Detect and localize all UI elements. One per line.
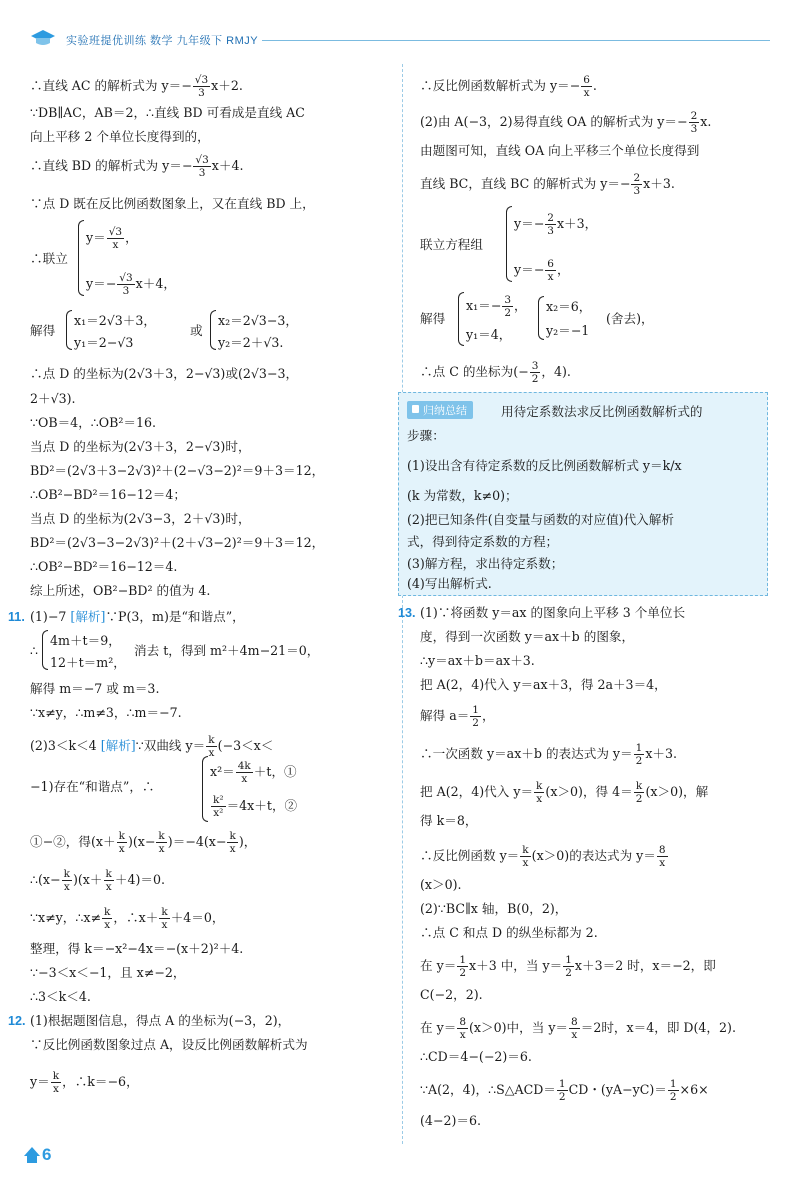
text-line: y＝ $\frac{k}{x}$ ，∴k＝−6， [30,1070,139,1095]
text-line: ∵反比例函数图象过点 A，设反比例函数解析式为 [30,1037,308,1052]
summary-line: (k 为常数，k≠0)； [407,488,518,503]
text-line: ∴联立 [30,251,68,266]
system-brace [210,310,216,350]
text-line: 由题图可知，直线 OA 向上平移三个单位长度得到 [420,143,700,158]
text-line: y₂＝2＋√3. [218,335,284,350]
text-line: x₁＝2√3＋3， [74,313,156,328]
text-line: 把 A(2，4)代入 y＝ $\frac{k}{x}$ (x＞0)，得 4＝ $\frac{k}{2}$ (x＞0)，解 [420,780,709,805]
text-line: 直线 BC，直线 BC 的解析式为 y＝− $\frac{2}{3}$ x＋3. [420,172,675,197]
text-line: (舍去)， [606,311,654,326]
summary-line: (3)解方程，求出待定系数； [407,556,564,571]
header-rule [262,40,770,41]
text-line: 解得 [420,311,446,326]
text-line: ∴直线 BD 的解析式为 y＝− $\frac{√3}{3}$ x＋4. [30,154,244,179]
text-line: x₂＝6， [546,299,592,314]
text-line: 联立方程组 [420,237,483,252]
text-line: 消去 t，得到 m²＋4m−21＝0， [134,643,320,658]
text-line: ∵A(2，4)，∴S△ACD＝ $\frac{1}{2}$ CD・(yA−yC)＝ $\frac{1}{2}$ ×6× [420,1078,709,1103]
text-line: ∴3＜k＜4. [30,989,91,1004]
text-line: x₁＝− $\frac{3}{2}$ ， [466,294,527,319]
text-line: x₂＝2√3−3， [218,313,298,328]
text-line: y₁＝2−√3 [74,335,134,350]
text-line: −1)存在“和谐点”，∴ [30,779,155,794]
text-line: 在 y＝ $\frac{8}{x}$ (x＞0)中，当 y＝ $\frac{8}{x}$ ＝2时，x＝4，即 D(4，2). [420,1016,736,1041]
text-line: y＝ $\frac{√3}{x}$ ， [86,226,138,251]
page-header [30,28,770,52]
system-brace [78,220,84,296]
graduation-cap-icon [30,28,56,48]
text-line: 或 [190,323,203,338]
text-line: y₁＝4， [466,327,512,342]
text-line: y＝− $\frac{2}{3}$ x＋3， [514,212,598,237]
question-number: 13. [398,606,416,620]
text-line: BD²＝(2√3−3−2√3)²＋(2＋√3−2)²＝9＋3＝12， [30,535,325,550]
question-number: 11. [8,610,25,624]
summary-box [398,392,768,596]
text-line: ∵x≠y，∴x≠ $\frac{k}{x}$ ，∴x＋ $\frac{k}{x}$ ＋4＝0， [30,906,225,931]
text-line: ∴反比例函数解析式为 y＝− $\frac{6}{x}$ . [420,74,597,99]
text-line: (x＞0). [420,877,462,892]
system-brace [66,310,72,350]
text-line: y＝− $\frac{√3}{3}$ x＋4， [86,272,176,297]
text-line: (2)由 A(−3，2)易得直线 OA 的解析式为 y＝− $\frac{2}{3}$ x. [420,110,712,135]
text-line: ∴直线 AC 的解析式为 y＝− $\frac{√3}{3}$ x＋2. [30,74,243,99]
text-line: ∴OB²−BD²＝16−12＝4. [30,559,178,574]
page-number: 6 [24,1143,68,1169]
text-line: 得 k＝8， [420,813,478,828]
text-line: 综上所述，OB²−BD² 的值为 4. [30,583,211,598]
text-line: $\frac{\text{k²}}{\text{x²}}$ ＝4x＋t，② [213,794,298,819]
system-brace [506,206,512,282]
text-line: ∵−3＜x＜−1，且 x≠−2， [30,965,186,980]
system-brace [42,630,48,670]
question-number: 12. [8,1014,26,1028]
text-line: 整理，得 k＝−x²−4x＝−(x＋2)²＋4. [30,941,244,956]
text-line: 2＋√3). [30,391,76,406]
text-line: ∴反比例函数 y＝ $\frac{k}{x}$ (x＞0)的表达式为 y＝ $\frac{8}{x}$ [420,844,666,869]
text-line: ∴ [30,643,39,658]
text-line: 向上平移 2 个单位长度得到的， [30,129,210,144]
text-line: 当点 D 的坐标为(2√3−3，2＋√3)时， [30,511,251,526]
text-line: y₂＝−1 [546,323,590,338]
summary-line: (4)写出解析式. [407,576,492,591]
text-line: 解得 a＝ $\frac{1}{2}$ ， [420,704,495,729]
text-line: 在 y＝ $\frac{1}{2}$ x＋3 中，当 y＝ $\frac{1}{2}$ x＋3＝2 时，x＝−2，即 [420,954,716,979]
text-line: ∴点 C 的坐标为(− $\frac{3}{2}$ ，4). [420,360,571,385]
text-line: ∵点 D 既在反比例函数图象上，又在直线 BD 上， [30,196,315,211]
text-line: (1)∵将函数 y＝ax 的图象向上平移 3 个单位长 [420,605,686,620]
text-line: (2)3＜k＜4 [解析]∵双曲线 y＝ $\frac{k}{x}$ (−3＜x＜ [30,734,274,759]
text-line: 4m＋t＝9， [50,633,121,648]
text-line: ∴点 D 的坐标为(2√3＋3，2−√3)或(2√3−3， [30,366,299,381]
text-line: y＝− $\frac{6}{x}$ ， [514,258,570,283]
system-brace [458,292,464,346]
text-line: 度，得到一次函数 y＝ax＋b 的图象， [420,629,635,644]
summary-line: 用待定系数法求反比例函数解析式的 [501,404,703,419]
text-line: 把 A(2，4)代入 y＝ax＋3，得 2a＋3＝4， [420,677,667,692]
summary-line: 步骤： [407,428,445,443]
text-line: ∵DB∥AC，AB＝2，∴直线 BD 可看成是直线 AC [30,105,305,120]
text-line: x²＝ $\frac{4k}{x}$ ＋t，① [210,760,297,785]
text-line: BD²＝(2√3＋3−2√3)²＋(2−√3−2)²＝9＋3＝12， [30,463,325,478]
text-line: ∴点 C 和点 D 的纵坐标都为 2. [420,925,598,940]
text-line: (1)根据题图信息，得点 A 的坐标为(−3，2)， [30,1013,291,1028]
summary-line: 式，得到待定系数的方程； [407,534,559,549]
text-line: 当点 D 的坐标为(2√3＋3，2−√3)时， [30,439,251,454]
summary-badge: 归纳总结 [407,401,473,419]
text-line: 解得 m＝−7 或 m＝3. [30,681,160,696]
system-brace [538,296,544,340]
summary-line: (1)设出含有待定系数的反比例函数解析式 y＝k/x [407,458,682,473]
book-title: 实验班提优训练 数学 九年级下 RMJY [66,35,259,47]
text-line: ∴CD＝4−(−2)＝6. [420,1049,532,1064]
text-line: ∵OB＝4，∴OB²＝16. [30,415,157,430]
text-line: C(−2，2). [420,987,483,1002]
text-line: ∴y＝ax＋b＝ax＋3. [420,653,535,668]
text-line: ∴OB²−BD²＝16−12＝4； [30,487,186,502]
text-line: ①−②，得(x＋ $\frac{k}{x}$ )(x− $\frac{k}{x}$ )＝−4(x− $\frac{k}{x}$ )， [30,830,257,855]
text-line: (1)−7 [解析]∵P(3，m)是“和谐点”， [30,609,245,624]
home-icon-base [27,1155,37,1163]
text-line: 12＋t＝m²， [50,655,126,670]
text-line: ∵x≠y，∴m≠3，∴m＝−7. [30,705,182,720]
summary-line: (2)把已知条件(自变量与函数的对应值)代入解析 [407,512,674,527]
text-line: (2)∵BC∥x 轴，B(0，2)， [420,901,568,916]
text-line: ∴(x− $\frac{k}{x}$ )(x＋ $\frac{k}{x}$ ＋4)＝0. [30,868,166,893]
text-line: ∴一次函数 y＝ax＋b 的表达式为 y＝ $\frac{1}{2}$ x＋3. [420,742,678,767]
text-line: 解得 [30,323,56,338]
system-brace [202,756,208,822]
text-line: (4−2)＝6. [420,1113,482,1128]
